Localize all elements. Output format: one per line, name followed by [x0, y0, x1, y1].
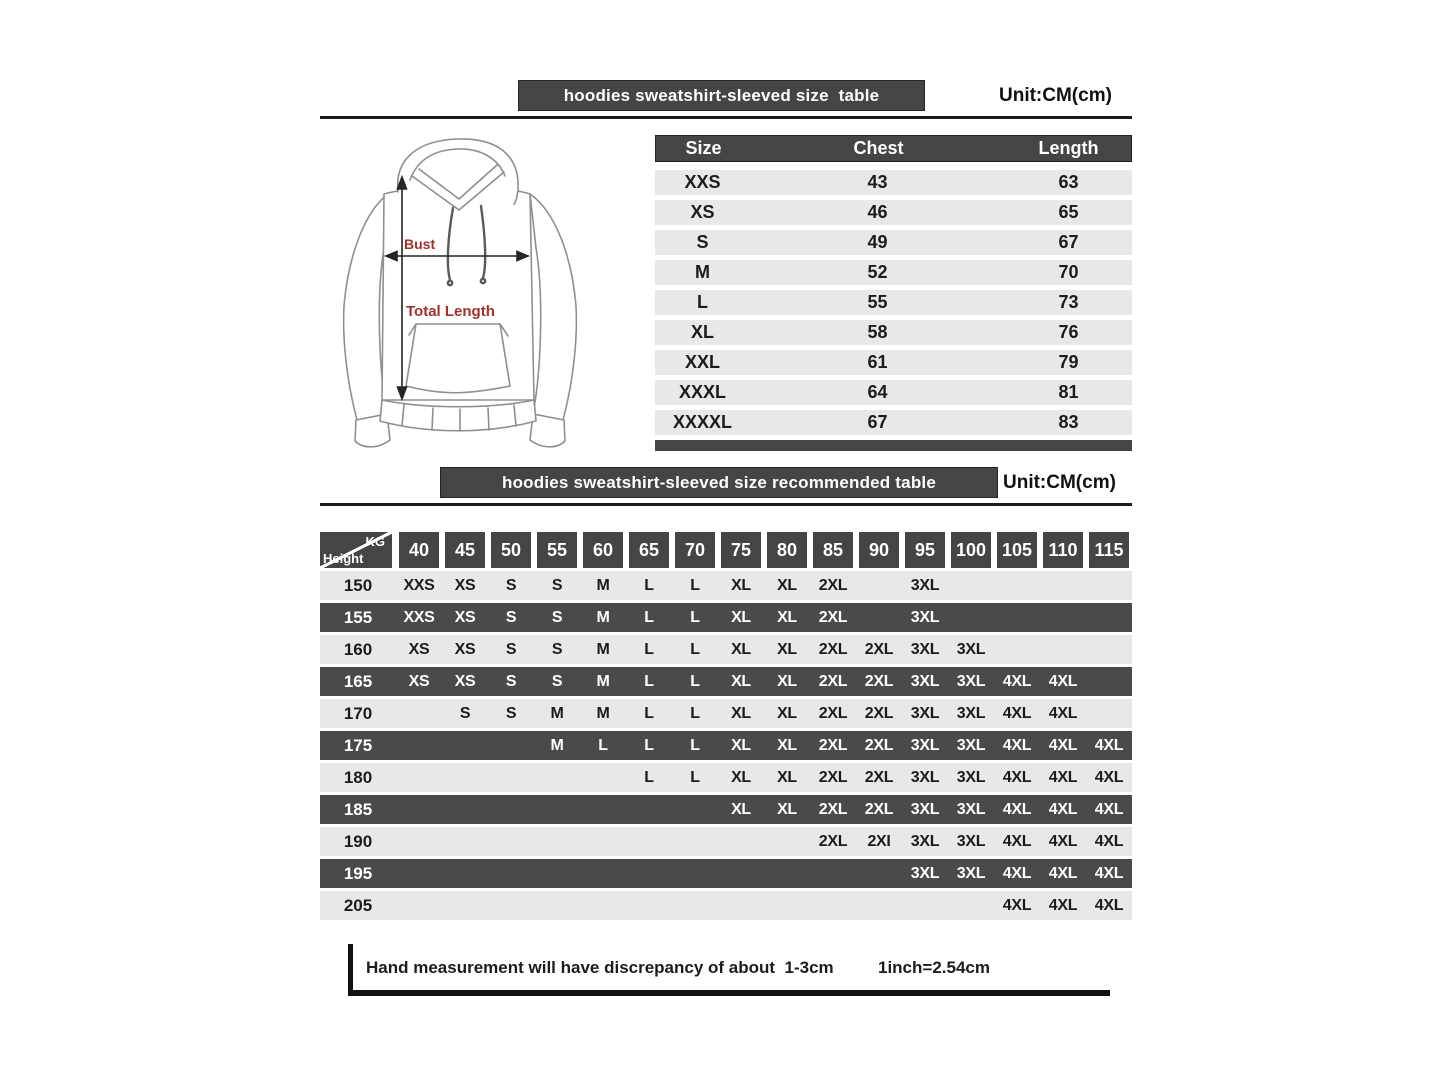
matrix-cell: [442, 891, 488, 920]
matrix-cell: 3XL: [956, 641, 986, 658]
matrix-cell: 4XL: [1048, 705, 1078, 722]
matrix-cell: M: [596, 705, 610, 722]
matrix-row: [320, 763, 1132, 792]
matrix-cell: M: [550, 737, 564, 754]
matrix-cell: S: [505, 673, 517, 690]
weight-header-cell: 115: [1089, 532, 1129, 568]
matrix-cell: XL: [731, 705, 751, 722]
length-cell: 63: [1058, 172, 1079, 192]
matrix-cell: L: [690, 673, 700, 690]
chest-cell: 61: [867, 352, 888, 372]
matrix-cell: 2XI: [867, 833, 891, 850]
matrix-cell: 2XL: [864, 673, 894, 690]
length-cell: 73: [1058, 292, 1079, 312]
length-cell: 76: [1058, 322, 1079, 342]
matrix-cell: 2XL: [818, 673, 848, 690]
height-label: 150: [343, 576, 373, 595]
size-cell: XXL: [684, 352, 720, 372]
matrix-cell: 2XL: [864, 705, 894, 722]
matrix-cell: 2XL: [818, 705, 848, 722]
unit-label-2: Unit:CM(cm): [1003, 472, 1116, 493]
matrix-cell: [534, 763, 580, 792]
divider-line-1: [320, 116, 1132, 119]
weight-header-cell: 50: [491, 532, 531, 568]
matrix-cell: [396, 891, 442, 920]
chest-cell: 58: [867, 322, 888, 342]
weight-header-cell: 105: [997, 532, 1037, 568]
matrix-cell: 3XL: [956, 705, 986, 722]
weight-header-cell: 100: [951, 532, 991, 568]
matrix-cell: S: [551, 577, 563, 594]
recommended-table-title: [440, 467, 998, 498]
recommended-table-title-text: hoodies sweatshirt-sleeved size recommended table: [501, 472, 936, 492]
matrix-cell: L: [644, 609, 654, 626]
length-cell: 65: [1058, 202, 1079, 222]
size-cell: XXS: [684, 172, 721, 192]
matrix-cell: M: [596, 609, 610, 626]
matrix-cell: [856, 891, 902, 920]
matrix-cell: [580, 891, 626, 920]
weight-header-cell: 60: [583, 532, 623, 568]
weight-header-cell: 75: [721, 532, 761, 568]
total-length-label: Total Length: [406, 303, 495, 320]
size-table-rows: [655, 170, 1132, 435]
matrix-cell: [534, 795, 580, 824]
matrix-cell: [396, 699, 442, 728]
weight-header-cell: 45: [445, 532, 485, 568]
matrix-cell: [442, 827, 488, 856]
matrix-cell: 3XL: [910, 673, 940, 690]
inch-conversion-note: 1inch=2.54cm: [878, 958, 990, 977]
matrix-cell: 4XL: [1002, 801, 1032, 818]
chest-cell: 46: [867, 202, 888, 222]
matrix-cell: 3XL: [956, 769, 986, 786]
length-cell: 83: [1058, 412, 1079, 432]
matrix-cell: M: [596, 577, 610, 594]
matrix-cell: XL: [731, 769, 751, 786]
hoodie-pocket: [406, 324, 510, 393]
matrix-cell: 3XL: [910, 737, 940, 754]
size-table-row: [655, 320, 1132, 345]
matrix-cell: 3XL: [910, 833, 940, 850]
matrix-cell: 4XL: [1002, 897, 1032, 914]
matrix-cell: [1086, 603, 1132, 632]
matrix-cell: L: [690, 641, 700, 658]
matrix-cell: S: [505, 641, 517, 658]
matrix-cell: [764, 859, 810, 888]
matrix-cell: [1040, 571, 1086, 600]
matrix-cell: L: [690, 609, 700, 626]
matrix-cell: 2XL: [818, 609, 848, 626]
matrix-cell: S: [459, 705, 471, 722]
matrix-cell: [626, 827, 672, 856]
matrix-cell: [1086, 635, 1132, 664]
matrix-cell: 4XL: [1002, 769, 1032, 786]
size-table-row: [655, 200, 1132, 225]
matrix-cell: M: [550, 705, 564, 722]
matrix-cell: L: [690, 737, 700, 754]
size-cell: XL: [690, 322, 714, 342]
matrix-cell: XS: [454, 609, 476, 626]
size-table-row: [655, 380, 1132, 405]
matrix-cell: [718, 827, 764, 856]
matrix-row: [320, 827, 1132, 856]
matrix-cell: [580, 859, 626, 888]
matrix-cell: 3XL: [910, 641, 940, 658]
matrix-cell: [672, 859, 718, 888]
divider-line-2: [320, 503, 1132, 506]
matrix-cell: XXS: [403, 577, 435, 594]
matrix-cell: XS: [454, 673, 476, 690]
weight-header-cell: 95: [905, 532, 945, 568]
matrix-cell: 2XL: [864, 801, 894, 818]
matrix-cell: [442, 795, 488, 824]
matrix-cell: [948, 571, 994, 600]
matrix-cell: 4XL: [1094, 833, 1124, 850]
matrix-cell: 4XL: [1094, 865, 1124, 882]
matrix-cell: M: [596, 673, 610, 690]
matrix-cell: 3XL: [956, 801, 986, 818]
matrix-cell: [580, 795, 626, 824]
matrix-row: [320, 603, 1132, 632]
matrix-cell: XL: [731, 737, 751, 754]
corner-height-label: Height: [323, 551, 364, 566]
size-table-header-row: [655, 135, 1132, 162]
matrix-weight-row: [320, 532, 1132, 568]
matrix-rows: [320, 571, 1132, 920]
size-table-row: [655, 260, 1132, 285]
chest-cell: 64: [867, 382, 888, 402]
size-table-header-chest: Chest: [853, 138, 904, 158]
matrix-cell: [856, 859, 902, 888]
length-cell: 70: [1058, 262, 1079, 282]
matrix-row: [320, 891, 1132, 920]
matrix-cell: XL: [777, 801, 797, 818]
matrix-cell: XXS: [403, 609, 435, 626]
matrix-cell: [672, 891, 718, 920]
matrix-cell: [948, 603, 994, 632]
matrix-cell: XL: [777, 609, 797, 626]
matrix-cell: XL: [731, 577, 751, 594]
matrix-cell: 2XL: [864, 641, 894, 658]
matrix-cell: 4XL: [1048, 769, 1078, 786]
matrix-cell: 3XL: [910, 865, 940, 882]
matrix-cell: [396, 731, 442, 760]
matrix-cell: [534, 827, 580, 856]
size-table-row: [655, 410, 1132, 435]
matrix-cell: [626, 795, 672, 824]
height-label: 195: [343, 864, 373, 883]
matrix-cell: 3XL: [956, 865, 986, 882]
matrix-cell: 4XL: [1048, 673, 1078, 690]
matrix-cell: XL: [777, 705, 797, 722]
height-label: 180: [343, 768, 373, 787]
height-label: 185: [343, 800, 373, 819]
matrix-cell: 4XL: [1002, 865, 1032, 882]
matrix-row: [320, 699, 1132, 728]
size-table-row: [655, 170, 1132, 195]
matrix-cell: [580, 763, 626, 792]
size-table-header-length: Length: [1038, 138, 1099, 158]
matrix-cell: 3XL: [956, 833, 986, 850]
weight-header-cell: 85: [813, 532, 853, 568]
matrix-cell: S: [505, 577, 517, 594]
size-cell: XS: [690, 202, 715, 222]
measurement-note: Hand measurement will have discrepancy of about 1-3cm: [366, 958, 834, 977]
matrix-cell: 3XL: [910, 577, 940, 594]
matrix-cell: [580, 827, 626, 856]
matrix-cell: XL: [777, 641, 797, 658]
matrix-cell: [902, 891, 948, 920]
matrix-cell: 4XL: [1048, 801, 1078, 818]
matrix-row: [320, 795, 1132, 824]
weight-header-cell: 110: [1043, 532, 1083, 568]
matrix-cell: 3XL: [910, 609, 940, 626]
matrix-cell: 2XL: [818, 641, 848, 658]
matrix-cell: [856, 603, 902, 632]
matrix-cell: XL: [777, 577, 797, 594]
matrix-cell: L: [644, 577, 654, 594]
chest-cell: 52: [867, 262, 888, 282]
matrix-cell: L: [690, 769, 700, 786]
unit-label-1: Unit:CM(cm): [999, 85, 1112, 106]
size-table-end-bar: [655, 440, 1132, 451]
matrix-cell: [764, 827, 810, 856]
matrix-cell: L: [598, 737, 608, 754]
matrix-cell: XS: [408, 673, 430, 690]
footer-bottom-bar: [348, 990, 1110, 996]
matrix-cell: 4XL: [1002, 673, 1032, 690]
matrix-cell: XS: [408, 641, 430, 658]
matrix-cell: [856, 571, 902, 600]
matrix-cell: 2XL: [818, 737, 848, 754]
matrix-cell: XL: [777, 737, 797, 754]
matrix-cell: L: [644, 769, 654, 786]
matrix-cell: [534, 859, 580, 888]
matrix-cell: 2XL: [864, 769, 894, 786]
size-cell: L: [697, 292, 708, 312]
matrix-cell: [442, 763, 488, 792]
size-table-title-text: hoodies sweatshirt-sleeved size table: [563, 85, 880, 105]
matrix-cell: [488, 763, 534, 792]
matrix-cell: [1040, 603, 1086, 632]
matrix-cell: XL: [731, 801, 751, 818]
matrix-cell: XL: [731, 673, 751, 690]
corner-kg-label: KG: [365, 534, 385, 549]
matrix-cell: XL: [731, 609, 751, 626]
size-table-title: [518, 80, 925, 111]
height-label: 165: [343, 672, 373, 691]
hoodie-diagram: [330, 128, 620, 460]
matrix-cell: 3XL: [956, 673, 986, 690]
matrix-cell: L: [644, 705, 654, 722]
matrix-cell: 4XL: [1048, 833, 1078, 850]
matrix-cell: [1086, 667, 1132, 696]
matrix-cell: 2XL: [818, 801, 848, 818]
weight-header-cell: 80: [767, 532, 807, 568]
matrix-cell: [488, 795, 534, 824]
matrix-cell: 4XL: [1048, 897, 1078, 914]
chest-cell: 55: [867, 292, 888, 312]
matrix-cell: [994, 571, 1040, 600]
matrix-cell: 4XL: [1002, 705, 1032, 722]
height-label: 170: [343, 704, 373, 723]
matrix-cell: 2XL: [818, 577, 848, 594]
matrix-cell: [810, 859, 856, 888]
matrix-cell: [994, 635, 1040, 664]
matrix-cell: [396, 795, 442, 824]
matrix-cell: [442, 859, 488, 888]
matrix-cell: 4XL: [1094, 737, 1124, 754]
size-table-header-size: Size: [685, 138, 722, 158]
matrix-cell: XS: [454, 641, 476, 658]
height-label: 190: [343, 832, 373, 851]
matrix-cell: 3XL: [910, 705, 940, 722]
hoodie-right-sleeve: [530, 194, 576, 420]
matrix-cell: [1086, 571, 1132, 600]
chest-cell: 43: [867, 172, 888, 192]
matrix-cell: [626, 891, 672, 920]
length-cell: 67: [1058, 232, 1079, 252]
matrix-cell: 4XL: [1094, 769, 1124, 786]
matrix-cell: [810, 891, 856, 920]
matrix-cell: XS: [454, 577, 476, 594]
matrix-cell: S: [551, 609, 563, 626]
matrix-cell: 3XL: [956, 737, 986, 754]
matrix-cell: [488, 859, 534, 888]
matrix-cell: [442, 731, 488, 760]
size-table-row: [655, 230, 1132, 255]
matrix-row: [320, 667, 1132, 696]
length-cell: 81: [1058, 382, 1079, 402]
matrix-cell: [626, 859, 672, 888]
weight-header-cell: 40: [399, 532, 439, 568]
matrix-cell: 4XL: [1094, 897, 1124, 914]
matrix-cell: [672, 827, 718, 856]
height-label: 175: [343, 736, 373, 755]
matrix-cell: 4XL: [1048, 737, 1078, 754]
weight-header-cell: 90: [859, 532, 899, 568]
matrix-cell: [396, 827, 442, 856]
matrix-cell: [994, 603, 1040, 632]
matrix-cell: [396, 859, 442, 888]
matrix-corner-cell: [320, 532, 392, 568]
matrix-cell: L: [644, 673, 654, 690]
matrix-cell: [1040, 635, 1086, 664]
recommendation-matrix: [320, 532, 1132, 923]
matrix-cell: 4XL: [1002, 737, 1032, 754]
matrix-row: [320, 635, 1132, 664]
height-label: 205: [343, 896, 373, 915]
matrix-cell: S: [551, 673, 563, 690]
matrix-row: [320, 859, 1132, 888]
matrix-cell: S: [505, 609, 517, 626]
size-cell: S: [696, 232, 709, 252]
height-label: 155: [343, 608, 373, 627]
matrix-cell: [1086, 699, 1132, 728]
height-label: 160: [343, 640, 373, 659]
matrix-cell: 3XL: [910, 769, 940, 786]
matrix-cell: 3XL: [910, 801, 940, 818]
weight-header-cell: 65: [629, 532, 669, 568]
matrix-cell: S: [551, 641, 563, 658]
chest-cell: 67: [867, 412, 888, 432]
matrix-cell: [488, 731, 534, 760]
matrix-cell: [488, 827, 534, 856]
matrix-cell: [534, 891, 580, 920]
size-table: [655, 135, 1132, 451]
matrix-cell: XL: [777, 769, 797, 786]
size-cell: M: [695, 262, 710, 282]
matrix-cell: [718, 859, 764, 888]
matrix-cell: [718, 891, 764, 920]
size-table-row: [655, 290, 1132, 315]
matrix-cell: [948, 891, 994, 920]
matrix-cell: [764, 891, 810, 920]
matrix-cell: S: [505, 705, 517, 722]
matrix-cell: L: [690, 705, 700, 722]
matrix-cell: [672, 795, 718, 824]
matrix-cell: 4XL: [1094, 801, 1124, 818]
matrix-cell: 2XL: [818, 833, 848, 850]
matrix-row: [320, 731, 1132, 760]
matrix-cell: 2XL: [864, 737, 894, 754]
matrix-cell: 4XL: [1002, 833, 1032, 850]
length-cell: 79: [1058, 352, 1079, 372]
matrix-cell: XL: [731, 641, 751, 658]
matrix-cell: 4XL: [1048, 865, 1078, 882]
size-cell: XXXL: [678, 382, 726, 402]
size-table-row: [655, 350, 1132, 375]
matrix-cell: L: [644, 641, 654, 658]
footer-left-bar: [348, 944, 353, 995]
matrix-cell: [488, 891, 534, 920]
bust-label: Bust: [404, 236, 436, 252]
matrix-cell: L: [644, 737, 654, 754]
chest-cell: 49: [867, 232, 888, 252]
weight-header-cell: 55: [537, 532, 577, 568]
size-cell: XXXXL: [672, 412, 733, 432]
weight-header-cell: 70: [675, 532, 715, 568]
matrix-cell: 2XL: [818, 769, 848, 786]
matrix-cell: [396, 763, 442, 792]
matrix-cell: XL: [777, 673, 797, 690]
matrix-cell: L: [690, 577, 700, 594]
matrix-cell: M: [596, 641, 610, 658]
matrix-row: [320, 571, 1132, 600]
